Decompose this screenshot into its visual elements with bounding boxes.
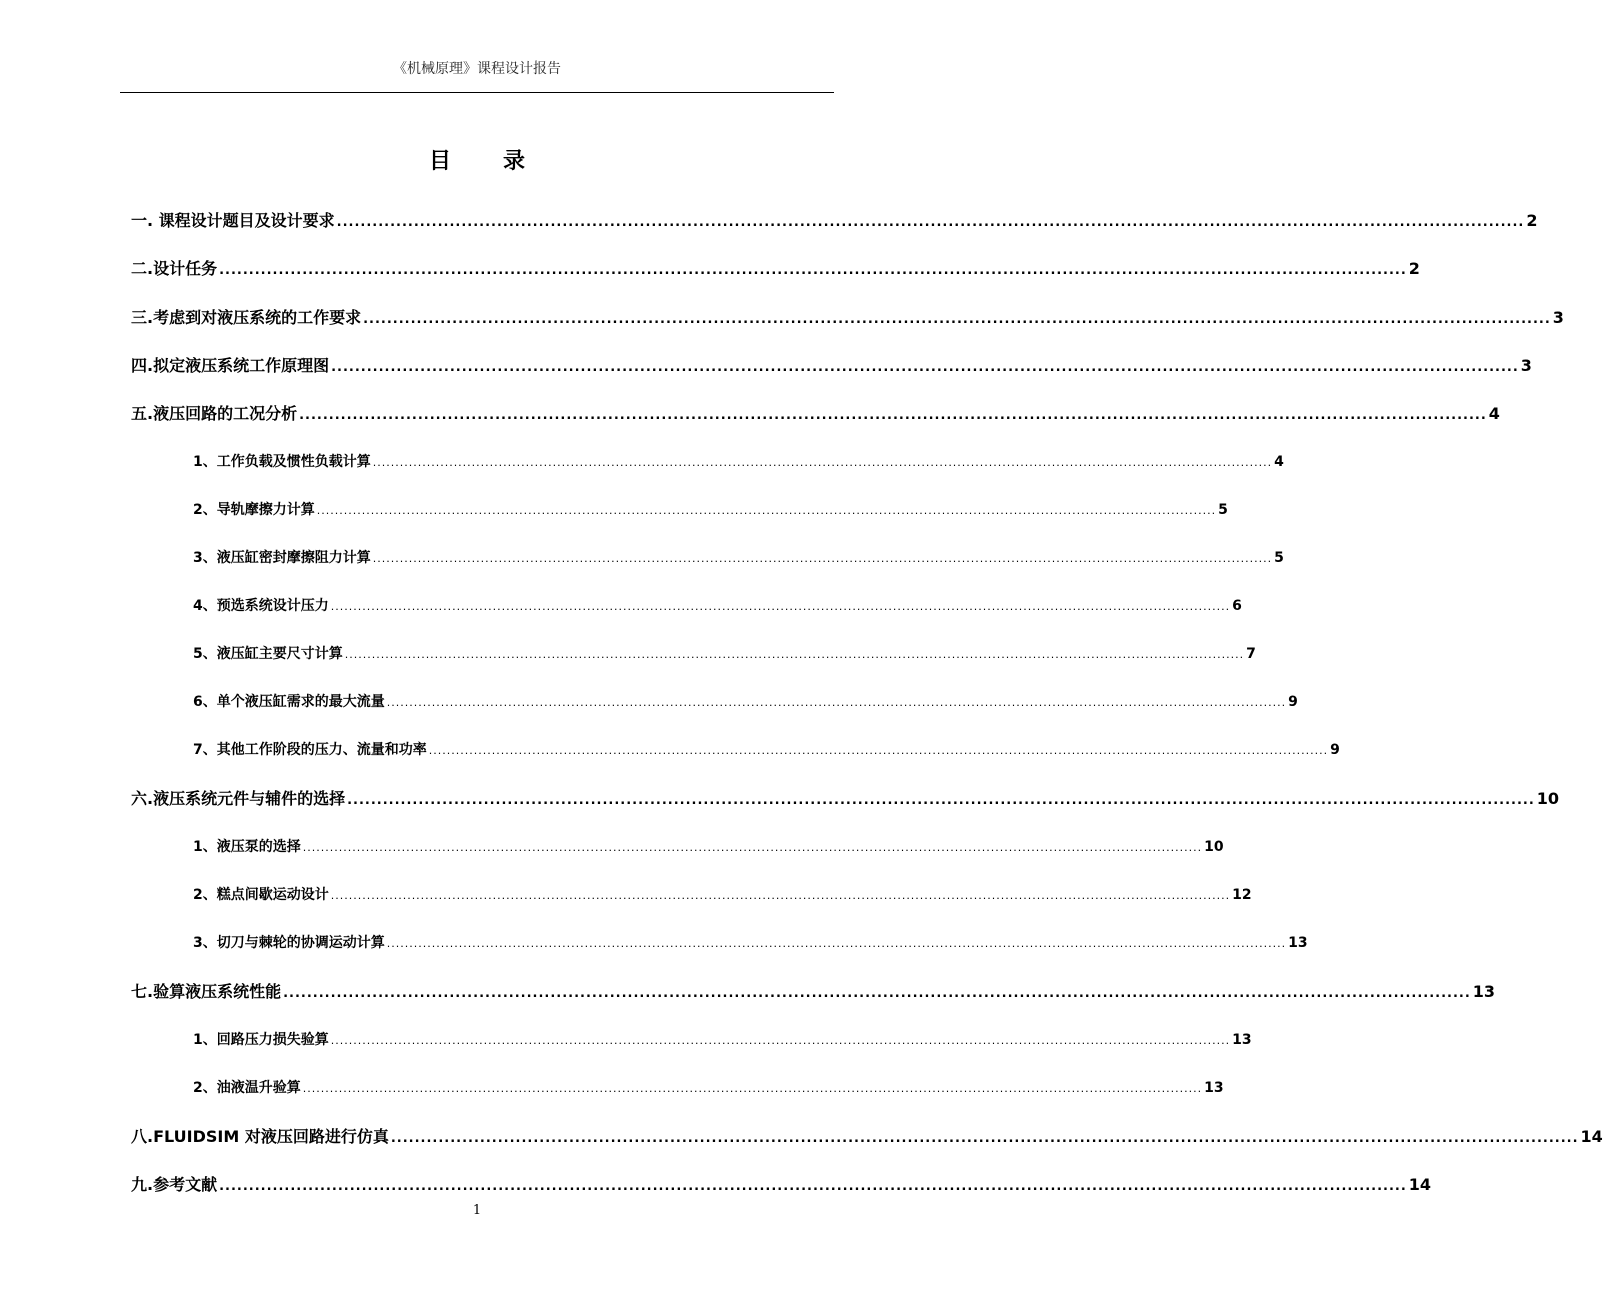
toc-entry-leader: ........................................................................................................................................................................................................ [302, 1082, 1203, 1095]
toc-entry-leader: ........................................................................................................................................................................................................ [219, 263, 1407, 278]
toc-entry-leader: ........................................................................................................................................................................................................ [283, 986, 1471, 1001]
toc-entry-label: 2、糕点间歇运动设计 [193, 887, 329, 903]
toc-entry[interactable] [131, 1172, 1432, 1195]
toc-entry-page: 10 [1536, 789, 1560, 808]
toc-entry[interactable] [193, 451, 1284, 471]
toc-entry[interactable] [193, 932, 1308, 952]
toc-entry[interactable] [193, 739, 1340, 759]
toc-entry[interactable] [193, 499, 1228, 519]
toc-entry-leader: ........................................................................................................................................................................................................ [316, 504, 1217, 517]
toc-entry-leader: ........................................................................................................................................................................................................ [363, 312, 1551, 327]
toc-entry-page: 2 [1526, 211, 1538, 230]
toc-entry[interactable] [131, 1124, 1603, 1147]
toc-entry-page: 14 [1580, 1127, 1603, 1146]
toc-entry-label: 3、切刀与棘轮的协调运动计算 [193, 935, 385, 951]
toc-entry-leader: ........................................................................................................................................................................................................ [330, 1034, 1231, 1047]
toc-entry[interactable] [131, 353, 1532, 376]
toc-entry-leader: ........................................................................................................................................................................................................ [344, 648, 1245, 661]
toc-entry-page: 13 [1288, 935, 1308, 951]
toc-entry-label: 5、液压缸主要尺寸计算 [193, 646, 343, 662]
toc-entry-page: 9 [1330, 742, 1340, 758]
toc-entry-label: 4、预选系统设计压力 [193, 598, 329, 614]
toc-entry-page: 3 [1520, 356, 1532, 375]
toc-entry-leader: ........................................................................................................................................................................................................ [372, 456, 1273, 469]
toc-entry-page: 4 [1488, 404, 1500, 423]
toc-entry-page: 10 [1204, 839, 1224, 855]
toc-entry[interactable] [193, 836, 1224, 856]
toc-entry-page: 2 [1408, 259, 1420, 278]
toc-entry[interactable] [193, 1077, 1224, 1097]
running-header: 《机械原理》课程设计报告 [393, 61, 561, 77]
toc-entry[interactable] [193, 595, 1242, 615]
toc-entry-label: 3、液压缸密封摩擦阻力计算 [193, 550, 371, 566]
toc-entry-page: 13 [1232, 1032, 1252, 1048]
toc-entry-label: 四.拟定液压系统工作原理图 [131, 356, 330, 375]
toc-entry-leader: ........................................................................................................................................................................................................ [330, 889, 1231, 902]
toc-entry-leader: ........................................................................................................................................................................................................ [390, 1131, 1579, 1146]
toc-entry-page: 13 [1472, 982, 1496, 1001]
toc-entry-page: 3 [1552, 308, 1564, 327]
toc-entry[interactable] [193, 691, 1298, 711]
toc-entry-label: 三.考虑到对液压系统的工作要求 [131, 308, 362, 327]
toc-entry-leader: ........................................................................................................................................................................................................ [386, 937, 1287, 950]
toc-entry-page: 4 [1274, 454, 1284, 470]
page-number: 1 [472, 1203, 482, 1218]
toc-entry[interactable] [131, 979, 1496, 1002]
toc-entry[interactable] [193, 643, 1256, 663]
toc-entry[interactable] [131, 305, 1564, 328]
toc-entry-leader: ........................................................................................................................................................................................................ [386, 696, 1287, 709]
toc-entry-leader: ........................................................................................................................................................................................................ [336, 215, 1525, 230]
toc-entry-page: 13 [1204, 1080, 1224, 1096]
toc-entry-label: 1、工作负载及惯性负载计算 [193, 454, 371, 470]
toc-entry-label: 二.设计任务 [131, 259, 218, 278]
toc-entry-label: 五.液压回路的工况分析 [131, 404, 298, 423]
toc-entry-page: 5 [1274, 550, 1284, 566]
toc-entry[interactable] [131, 208, 1538, 231]
toc-entry-leader: ........................................................................................................................................................................................................ [219, 1179, 1407, 1194]
toc-entry-label: 九.参考文献 [131, 1175, 218, 1194]
toc-entry-page: 12 [1232, 887, 1252, 903]
toc-entry-label: 7、其他工作阶段的压力、流量和功率 [193, 742, 427, 758]
toc-entry-leader: ........................................................................................................................................................................................................ [330, 600, 1231, 613]
toc-title-char-1: 目 [428, 149, 451, 174]
toc-entry-label: 七.验算液压系统性能 [131, 982, 282, 1001]
toc-entry-page: 9 [1288, 694, 1298, 710]
toc-entry-leader: ........................................................................................................................................................................................................ [299, 408, 1487, 423]
toc-entry-page: 14 [1408, 1175, 1432, 1194]
toc-entry-page: 6 [1232, 598, 1242, 614]
toc-entry-page: 7 [1246, 646, 1256, 662]
toc-entry[interactable] [131, 401, 1500, 424]
toc-entry-label: 6、单个液压缸需求的最大流量 [193, 694, 385, 710]
toc-entry[interactable] [131, 256, 1420, 279]
toc-entry-leader: ........................................................................................................................................................................................................ [428, 744, 1329, 757]
toc-entry-label: 2、油液温升验算 [193, 1080, 301, 1096]
toc-entry-leader: ........................................................................................................................................................................................................ [302, 841, 1203, 854]
toc-entry[interactable] [193, 547, 1284, 567]
toc-entry-page: 5 [1218, 502, 1228, 518]
toc-entry[interactable] [193, 1029, 1252, 1049]
toc-entry-label: 八.FLUIDSIM 对液压回路进行仿真 [131, 1127, 389, 1146]
toc-entry-label: 一. 课程设计题目及设计要求 [131, 211, 335, 230]
toc-entry-label: 1、回路压力损失验算 [193, 1032, 329, 1048]
toc-entry-leader: ........................................................................................................................................................................................................ [331, 360, 1519, 375]
toc-entry-leader: ........................................................................................................................................................................................................ [372, 552, 1273, 565]
toc-entry[interactable] [193, 884, 1252, 904]
toc-entry-label: 1、液压泵的选择 [193, 839, 301, 855]
toc-title-char-2: 录 [503, 149, 526, 174]
toc-entry-label: 2、导轨摩擦力计算 [193, 502, 315, 518]
toc-entry-leader: ........................................................................................................................................................................................................ [347, 793, 1535, 808]
toc-entry-label: 六.液压系统元件与辅件的选择 [131, 789, 346, 808]
toc-entry[interactable] [131, 786, 1560, 809]
